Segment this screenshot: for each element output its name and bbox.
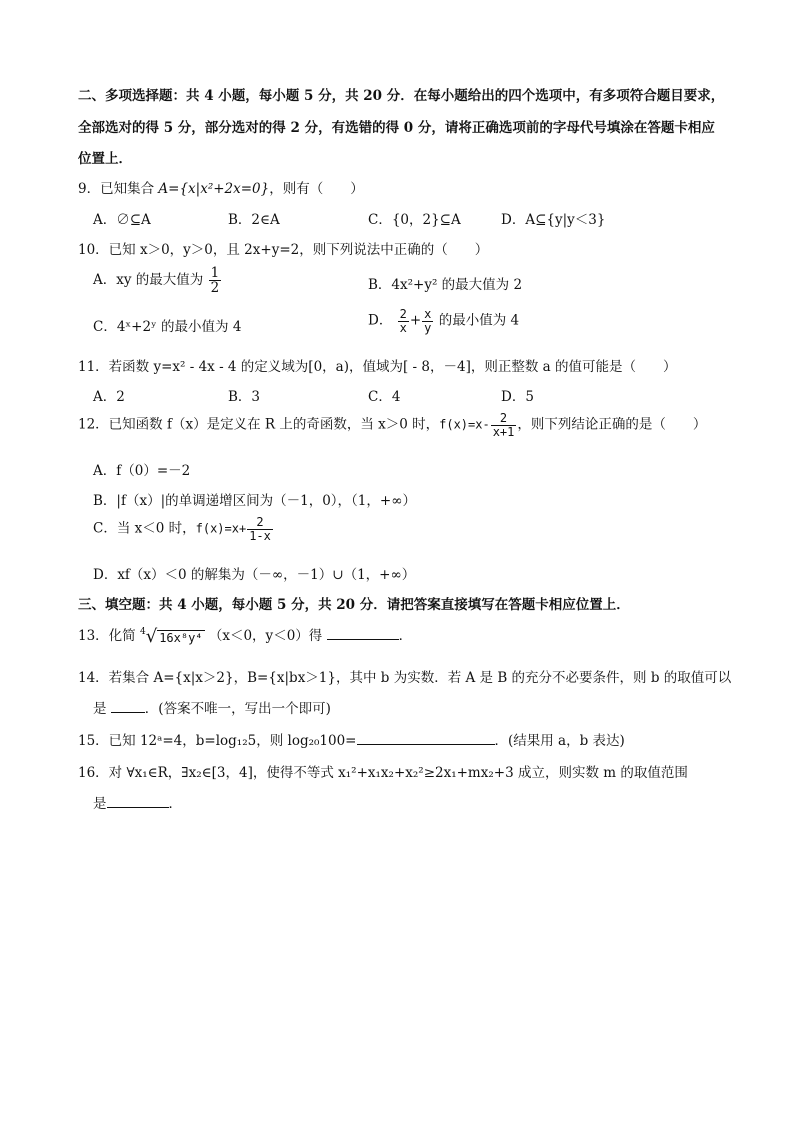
- q10-option-d-prefix: D．: [368, 312, 393, 329]
- q15-prefix: 15．已知 12ᵃ=4，b=log₁₂5，则 log₂₀100=: [78, 733, 357, 749]
- q14-line2-suffix: ．(答案不唯一，写出一个即可): [144, 701, 331, 717]
- q12-stem-func: f(x)=x-: [439, 417, 490, 432]
- q15: [78, 729, 625, 749]
- q12-stem-den: x+1: [492, 424, 515, 439]
- q10-d-f1-den: x: [399, 320, 407, 335]
- q12-option-c-func: f(x)=x+: [195, 521, 247, 536]
- q11-stem: 11．若函数 y=x² - 4x - 4 的定义域为[0，a)，值域为[ - 8，－4]，则正整数 a 的值可能是（ ）: [78, 359, 677, 375]
- q10-option-a-fraction: [209, 266, 222, 295]
- q12-c-num: 2: [247, 516, 273, 530]
- section2-header-line3: 位置上．: [78, 151, 132, 167]
- q13: [78, 624, 412, 647]
- q13-radicand: 16x⁸y⁴: [159, 631, 203, 645]
- q13-end: ．: [398, 628, 413, 644]
- q12-option-d: D．xf（x）＜0 的解集为（－∞，－1）∪（1，+∞）: [93, 567, 416, 583]
- q16-line2-prefix: 是: [93, 796, 107, 812]
- q9-stem-suffix: ，则有（ ）: [269, 181, 364, 197]
- q10-option-c: C．4ˣ+2ʸ 的最小值为 4: [93, 319, 242, 335]
- q14-line2: [93, 697, 331, 717]
- q12-option-c-prefix: C．当 x＜0 时，: [93, 520, 196, 537]
- q13-suffix: （x＜0，y＜0）得: [208, 628, 323, 644]
- q16-answer-blank[interactable]: [107, 795, 169, 808]
- q12-stem: [78, 412, 706, 438]
- q12-stem-suffix: ，则下列结论正确的是（ ）: [517, 416, 707, 433]
- q9-stem-prefix: 9．已知集合: [78, 181, 159, 197]
- q9-option-a: A．∅⊆A: [93, 212, 151, 228]
- q9-option-b: B．2∈A: [228, 212, 280, 228]
- q12-option-b: B．|f（x）|的单调递增区间为（－1，0），（1，+∞）: [93, 493, 416, 509]
- q14-line1: 14．若集合 A={x|x＞2}，B={x|bx＞1}，其中 b 为实数．若 A 是 B 的充分不必要条件，则 b 的取值可以: [78, 670, 732, 686]
- q10-d-f2-den: y: [424, 320, 432, 335]
- q12-c-den: 1-x: [249, 528, 271, 543]
- q9-stem-set: A={x|x²+2x=0}: [158, 181, 270, 197]
- q10-option-a: [93, 266, 222, 295]
- q10-a-num: 1: [210, 265, 220, 281]
- q10-option-b: B．4x²+y² 的最大值为 2: [368, 277, 523, 293]
- q9-option-d: D．A⊆{y|y＜3}: [501, 212, 606, 228]
- q10-option-a-text: A．xy 的最大值为: [93, 272, 204, 289]
- q13-root-index: 4: [139, 627, 146, 637]
- section2-header-line2: 全部选对的得 5 分，部分选对的得 2 分，有选错的得 0 分，请将正确选项前的字母代号填涂在答题卡相应: [78, 120, 715, 136]
- section2-header-line1: 二、多项选择题：共 4 小题，每小题 5 分，共 20 分．在每小题给出的四个选项中，有多项符合题目要求，: [78, 88, 725, 104]
- q11-option-a: A．2: [93, 389, 125, 405]
- q13-radical: [140, 626, 205, 647]
- q13-prefix: 13．化简: [78, 628, 136, 644]
- q9-stem: [78, 177, 364, 197]
- q11-option-b: B．3: [228, 389, 261, 405]
- q9-option-c: C．{0，2}⊆A: [368, 212, 461, 228]
- q10-d-plus: +: [409, 312, 422, 329]
- q11-option-c: C．4: [368, 389, 401, 405]
- radical-sign-icon: √: [145, 626, 158, 647]
- q10-option-d-suffix: 的最小值为 4: [438, 312, 520, 329]
- q10-option-d: [368, 308, 519, 334]
- q12-option-a: A．f（0）=－2: [93, 463, 191, 479]
- q12-option-c: [93, 516, 274, 542]
- q15-suffix: ．(结果用 a，b 表达): [494, 733, 625, 749]
- q10-d-fraction1: [398, 308, 409, 334]
- section3-header: 三、填空题：共 4 小题，每小题 5 分，共 20 分．请把答案直接填写在答题卡相应位置上．: [78, 597, 630, 613]
- q14-answer-blank[interactable]: [111, 700, 145, 713]
- q15-answer-blank[interactable]: [357, 732, 495, 745]
- q10-d-f2-num: x: [424, 307, 432, 321]
- q12-stem-fraction: [491, 412, 517, 438]
- q10-stem: 10．已知 x＞0，y＞0，且 2x+y=2，则下列说法中正确的（ ）: [78, 242, 489, 258]
- q16-line2: [93, 792, 182, 812]
- q12-stem-prefix: 12．已知函数 f（x）是定义在 R 上的奇函数，当 x＞0 时，: [78, 416, 440, 433]
- q11-option-d: D．5: [501, 389, 534, 405]
- q13-answer-blank[interactable]: [327, 627, 399, 640]
- q16-line2-suffix: ．: [168, 796, 182, 812]
- q10-d-fraction2: [422, 308, 433, 334]
- q10-d-f1-num: 2: [399, 307, 407, 321]
- q14-line2-prefix: 是: [93, 701, 107, 717]
- q12-stem-num: 2: [491, 412, 517, 426]
- q10-a-den: 2: [210, 280, 220, 297]
- q12-option-c-fraction: [247, 516, 273, 542]
- q16-line1: 16．对 ∀x₁∈R，∃x₂∈[3，4]，使得不等式 x₁²+x₁x₂+x₂²≥2x₁+mx₂+3 成立，则实数 m 的取值范围: [78, 765, 688, 781]
